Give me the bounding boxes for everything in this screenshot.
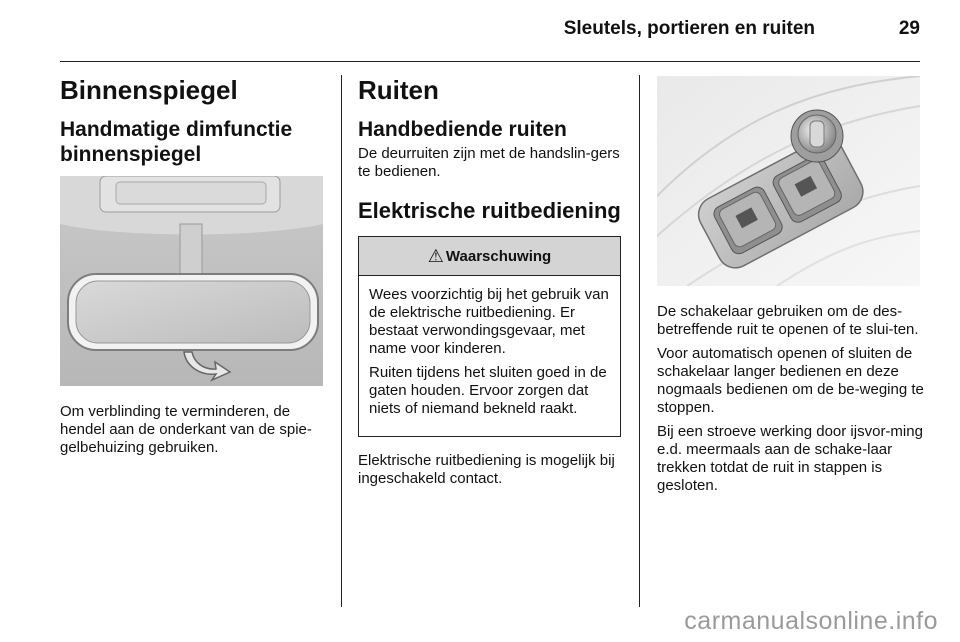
middle-column [358,74,628,225]
warning-body [359,276,620,418]
rear-view-mirror-icon [60,176,323,386]
automatic-paragraph: Voor automatisch openen of sluiten de schakelaar langer bedienen en deze nogmaals bedienen om de be-weging te stoppen. [657,345,924,416]
warning-box [358,236,621,437]
section-heading-binnenspiegel: Binnenspiegel [60,75,238,105]
section-heading-ruiten: Ruiten [358,75,439,105]
header-rule [60,61,920,62]
subheading-handbediende-ruiten: Handbediende ruiten [358,118,567,141]
window-switch-icon [657,76,920,286]
watermark: carmanualsonline.info [684,607,938,635]
handbediende-paragraph: De deurruiten zijn met de handslin-gers te bedienen. [358,145,620,180]
running-header-title: Sleutels, portieren en ruiten [563,18,815,39]
middle-text-after-warning [358,452,620,488]
mirror-paragraph: Om verblinding te verminderen, de hendel aan de onderkant van de spie-gelbehuizing gebruiken. [60,403,312,456]
column-divider-2 [639,75,640,607]
warning-paragraph: Ruiten tijdens het sluiten goed in de gaten houden. Ervoor zorgen dat niets of niemand bekneld raakt. [369,364,607,417]
warning-paragraph: Wees voorzichtig bij het gebruik van de elektrische ruitbediening. Er bestaat verwondingsgevaar, met name voor kinderen. [369,286,609,357]
right-text-block [657,303,927,495]
rear-view-mirror-figure [60,176,323,386]
warning-title: Waarschuwing [445,247,552,265]
elektrische-paragraph: Elektrische ruitbediening is mogelijk bij ingeschakeld contact. [358,452,615,487]
column-divider-1 [341,75,342,607]
subheading-elektrische-ruitbediening: Elektrische ruitbediening [358,198,621,223]
warning-triangle-icon: ⚠ [427,246,444,266]
window-switch-figure [657,76,920,286]
page-number: 29 [898,18,920,39]
switch-paragraph: De schakelaar gebruiken om de des-betreffende ruit te openen of te slui-ten. [657,303,919,338]
ice-paragraph: Bij een stroeve werking door ijsvor-ming e.d. meermaals aan de schake-laar trekken totdat de ruit in stappen is gesloten. [657,423,923,494]
left-column [60,74,325,167]
warning-header [359,237,620,276]
left-text-block [60,403,335,457]
subheading-dimfunctie: Handmatige dimfunctie binnenspiegel [60,118,293,166]
